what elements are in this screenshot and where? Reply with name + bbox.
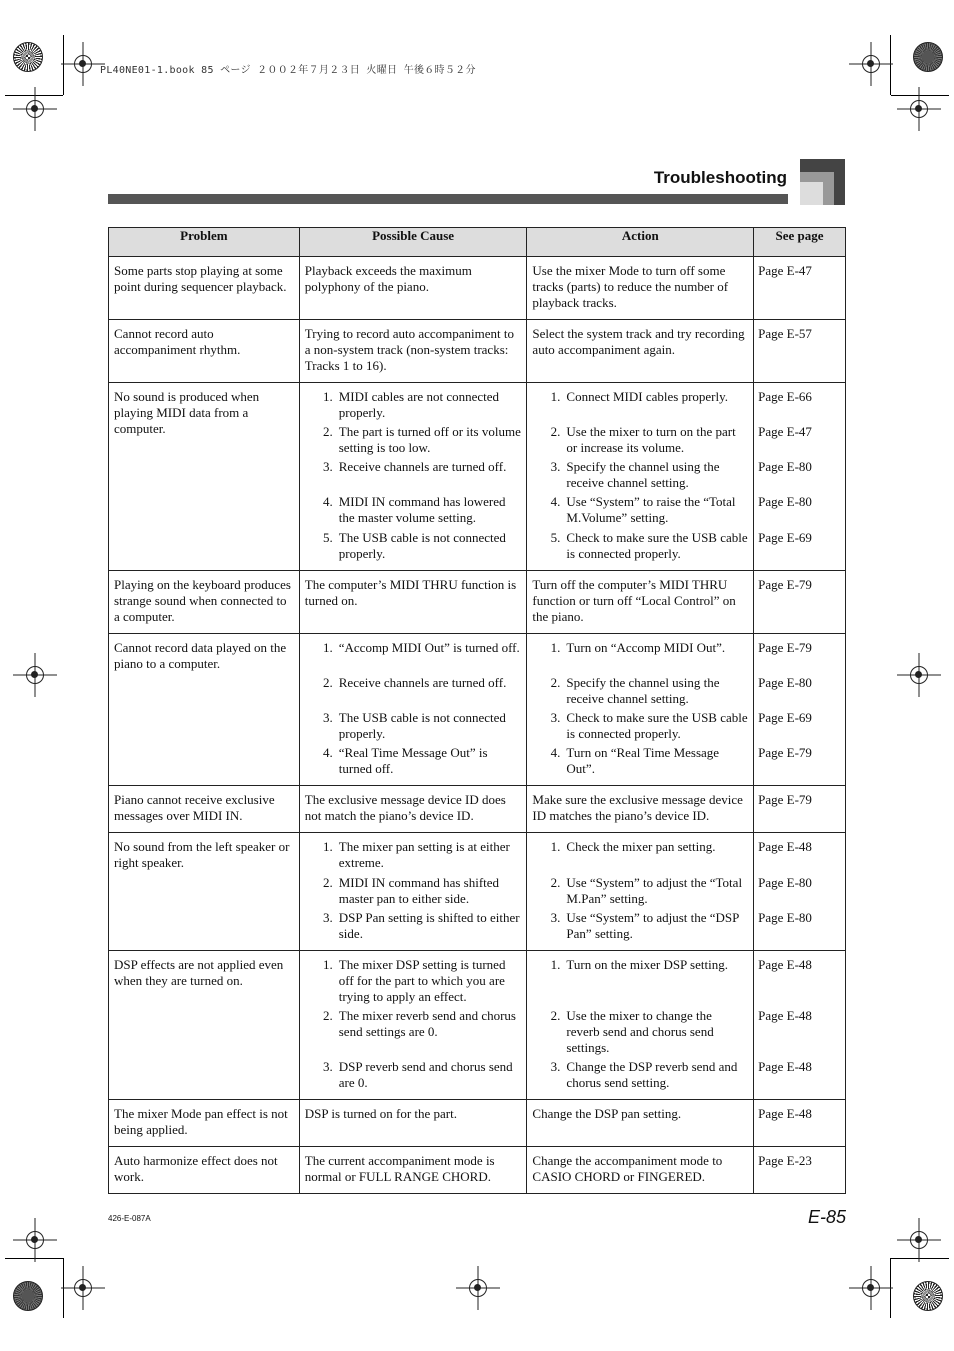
cause-item: The mixer DSP setting is turned off for the part to which you are trying to apply an effect.	[338, 957, 506, 1004]
action-item: Specify the channel using the receive channel setting.	[566, 675, 720, 706]
cause-item: DSP reverb send and chorus send are 0.	[338, 1059, 513, 1090]
action-cell	[527, 383, 754, 571]
cause-cell: DSP is turned on for the part.	[299, 1100, 527, 1147]
list-item: 2. Specify the channel using the receive channel setting.	[532, 675, 748, 710]
color-wheel-icon	[13, 42, 43, 72]
list-item: 3. Check to make sure the USB cable is connected properly.	[532, 710, 748, 745]
problem-cell: Auto harmonize effect does not work.	[109, 1147, 300, 1194]
see-page-item: Page E-47	[758, 424, 812, 439]
see-page-item: Page E-80	[758, 875, 812, 890]
page-number: E-85	[807, 1207, 846, 1227]
problem-cell: Playing on the keyboard produces strange sound when connected to a computer.	[109, 571, 300, 634]
column-header-action: Action	[527, 228, 754, 257]
see-page-item: Page E-48	[758, 839, 812, 854]
cause-cell: The computer’s MIDI THRU function is turned on.	[299, 571, 527, 634]
registration-mark-icon	[26, 1231, 44, 1249]
section-tab-graphic-inner	[800, 182, 823, 205]
color-wheel-icon	[913, 42, 943, 72]
list-item: 1. MIDI cables are not connected properly.	[305, 389, 522, 424]
list-item: 1. “Accomp MIDI Out” is turned off.	[305, 640, 522, 675]
list-item: 1. Connect MIDI cables properly.	[532, 389, 748, 424]
list-item: 1. Turn on the mixer DSP setting.	[532, 957, 748, 1008]
problem-cell: The mixer Mode pan effect is not being applied.	[109, 1100, 300, 1147]
crop-mark	[890, 35, 891, 95]
list-item: 2. Use the mixer to change the reverb send and chorus send settings.	[532, 1008, 748, 1059]
cause-cell	[299, 634, 527, 786]
action-item: Turn on “Accomp MIDI Out”.	[566, 640, 726, 655]
see-page-item: Page E-66	[758, 389, 812, 404]
cause-item: MIDI IN command has lowered the master volume setting.	[338, 494, 506, 525]
book-file-line: PL40NE01-1.book 85 ページ ２００２年７月２３日 火曜日 午後６時５２分	[100, 65, 476, 76]
list-item: 2. Use the mixer to turn on the part or increase its volume.	[532, 424, 748, 459]
registration-mark-icon	[74, 55, 92, 73]
registration-mark-icon	[910, 666, 928, 684]
see-page-cell	[754, 833, 846, 951]
table-row	[109, 634, 846, 786]
crop-mark	[63, 35, 64, 95]
see-page-cell: Page E-79	[754, 571, 846, 634]
table-row	[109, 951, 846, 1100]
problem-cell: No sound from the left speaker or right speaker.	[109, 833, 300, 951]
see-page-cell: Page E-47	[754, 257, 846, 320]
action-item: Use the mixer to turn on the part or increase its volume.	[566, 424, 736, 455]
see-page-cell	[754, 951, 846, 1100]
action-cell: Make sure the exclusive message device ID matches the piano’s device ID.	[527, 786, 754, 833]
registration-mark-icon	[862, 1279, 880, 1297]
list-item: 2. Receive channels are turned off.	[305, 675, 522, 710]
see-page-item: Page E-48	[758, 957, 812, 972]
see-page-item: Page E-80	[758, 459, 812, 474]
cause-cell	[299, 833, 527, 951]
cause-item: MIDI cables are not connected properly.	[338, 389, 500, 420]
action-item: Check to make sure the USB cable is connected properly.	[566, 530, 748, 561]
action-item: Connect MIDI cables properly.	[566, 389, 729, 404]
action-item: Use “System” to adjust the “Total M.Pan” setting.	[566, 875, 743, 906]
cause-cell: Trying to record auto accompaniment to a non-system track (non-system tracks: Tracks 1 to 16).	[299, 320, 527, 383]
list-item: 3. Receive channels are turned off.	[305, 459, 522, 494]
action-cell: Use the mixer Mode to turn off some tracks (parts) to reduce the number of playback tracks.	[527, 257, 754, 320]
list-item: 3. DSP Pan setting is shifted to either side.	[323, 910, 520, 941]
action-cell: Change the DSP pan setting.	[527, 1100, 754, 1147]
problem-cell: Cannot record data played on the piano to a computer.	[109, 634, 300, 786]
registration-mark-icon	[910, 1231, 928, 1249]
color-wheel-icon	[913, 1281, 943, 1311]
cause-item: The USB cable is not connected properly.	[338, 710, 506, 741]
registration-mark-icon	[910, 100, 928, 118]
table-row	[109, 786, 846, 833]
see-page-item: Page E-79	[758, 640, 812, 655]
list-item: 1. The mixer DSP setting is turned off for the part to which you are trying to apply an effect.	[305, 957, 522, 1008]
table-row	[109, 1147, 846, 1194]
action-cell: Change the accompaniment mode to CASIO CHORD or FINGERED.	[527, 1147, 754, 1194]
list-item: 3. The USB cable is not connected properly.	[305, 710, 522, 745]
see-page-item: Page E-69	[758, 530, 812, 545]
problem-cell: No sound is produced when playing MIDI data from a computer.	[109, 383, 300, 571]
problem-cell: Some parts stop playing at some point during sequencer playback.	[109, 257, 300, 320]
cause-item: Receive channels are turned off.	[338, 675, 507, 690]
list-item: 1. The mixer pan setting is at either extreme.	[305, 839, 522, 875]
registration-mark-icon	[469, 1279, 487, 1297]
list-item: 1. Turn on “Accomp MIDI Out”.	[532, 640, 748, 675]
action-cell	[527, 833, 754, 951]
table-row	[109, 571, 846, 634]
problem-cell: DSP effects are not applied even when they are turned on.	[109, 951, 300, 1100]
section-title: Troubleshooting	[653, 168, 787, 187]
cause-item: Receive channels are turned off.	[338, 459, 507, 474]
list-item: 3. Specify the channel using the receive channel setting.	[532, 459, 748, 494]
action-item: Turn on the mixer DSP setting.	[566, 957, 728, 972]
column-header-see-page: See page	[754, 228, 846, 257]
list-item: 4. MIDI IN command has lowered the master volume setting.	[305, 494, 522, 530]
registration-mark-icon	[862, 55, 880, 73]
action-cell: Select the system track and try recording auto accompaniment again.	[527, 320, 754, 383]
cause-item: The part is turned off or its volume setting is too low.	[338, 424, 521, 455]
see-page-item: Page E-69	[758, 710, 812, 725]
cause-cell: The current accompaniment mode is normal or FULL RANGE CHORD.	[299, 1147, 527, 1194]
cause-item: The mixer reverb send and chorus send settings are 0.	[338, 1008, 516, 1039]
column-header-problem: Problem	[109, 228, 300, 257]
list-item: 3. Change the DSP reverb send and chorus send setting.	[532, 1059, 748, 1091]
crop-mark	[891, 1258, 949, 1259]
list-item: 2. The part is turned off or its volume setting is too low.	[305, 424, 522, 459]
see-page-cell	[754, 634, 846, 786]
action-item: Use the mixer to change the reverb send and chorus send settings.	[566, 1008, 714, 1055]
action-cell: Turn off the computer’s MIDI THRU function or turn off “Local Control” on the piano.	[527, 571, 754, 634]
table-row	[109, 320, 846, 383]
crop-mark	[891, 95, 949, 96]
table-row	[109, 1100, 846, 1147]
table-row	[109, 257, 846, 320]
table-row	[109, 833, 846, 951]
list-item: 2. The mixer reverb send and chorus send settings are 0.	[305, 1008, 522, 1059]
see-page-cell: Page E-23	[754, 1147, 846, 1194]
document-code: 426-E-087A	[108, 1214, 151, 1223]
cause-cell: The exclusive message device ID does not match the piano’s device ID.	[299, 786, 527, 833]
cause-item: “Accomp MIDI Out” is turned off.	[338, 640, 520, 655]
cause-item: The mixer pan setting is at either extreme.	[338, 839, 510, 870]
see-page-cell: Page E-57	[754, 320, 846, 383]
see-page-cell: Page E-48	[754, 1100, 846, 1147]
see-page-item: Page E-80	[758, 910, 812, 925]
cause-item: DSP Pan setting is shifted to either side.	[338, 910, 520, 941]
see-page-cell	[754, 383, 846, 571]
list-item: 2. MIDI IN command has shifted master pan to either side.	[305, 875, 522, 910]
see-page-cell: Page E-79	[754, 786, 846, 833]
action-item: Check to make sure the USB cable is connected properly.	[566, 710, 748, 741]
column-header-cause: Possible Cause	[299, 228, 527, 257]
list-item: 4. Use “System” to raise the “Total M.Volume” setting.	[532, 494, 748, 530]
action-item: Use “System” to raise the “Total M.Volume” setting.	[566, 494, 736, 525]
see-page-item: Page E-79	[758, 745, 812, 760]
cause-item: The USB cable is not connected properly.	[338, 530, 506, 561]
registration-mark-icon	[26, 100, 44, 118]
action-item: Change the DSP reverb send and chorus send setting.	[566, 1059, 738, 1090]
cause-cell	[299, 951, 527, 1100]
see-page-item: Page E-48	[758, 1008, 812, 1023]
action-item: Use “System” to adjust the “DSP Pan” setting.	[566, 910, 739, 941]
list-item: 4. “Real Time Message Out” is turned off.	[305, 745, 522, 777]
problem-cell: Cannot record auto accompaniment rhythm.	[109, 320, 300, 383]
list-item: 4. Turn on “Real Time Message Out”.	[532, 745, 748, 777]
see-page-item: Page E-80	[758, 675, 812, 690]
cause-item: MIDI IN command has shifted master pan to either side.	[338, 875, 500, 906]
table-header-row	[109, 228, 846, 257]
troubleshooting-table	[108, 227, 846, 1194]
table-row	[109, 383, 846, 571]
problem-cell: Piano cannot receive exclusive messages over MIDI IN.	[109, 786, 300, 833]
cause-cell	[299, 383, 527, 571]
registration-mark-icon	[26, 666, 44, 684]
action-cell	[527, 634, 754, 786]
registration-mark-icon	[74, 1279, 92, 1297]
action-item: Turn on “Real Time Message Out”.	[566, 745, 720, 776]
see-page-item: Page E-48	[758, 1059, 812, 1074]
list-item: 1. Check the mixer pan setting.	[532, 839, 748, 875]
color-wheel-icon	[13, 1281, 43, 1311]
list-item: 5. The USB cable is not connected properly.	[305, 530, 522, 562]
action-item: Specify the channel using the receive channel setting.	[566, 459, 720, 490]
list-item: 5. Check to make sure the USB cable is connected properly.	[550, 530, 748, 561]
action-item: Check the mixer pan setting.	[566, 839, 716, 854]
cause-item: “Real Time Message Out” is turned off.	[338, 745, 488, 776]
cause-cell: Playback exceeds the maximum polyphony of the piano.	[299, 257, 527, 320]
see-page-item: Page E-80	[758, 494, 812, 509]
list-item: 3. Use “System” to adjust the “DSP Pan” setting.	[532, 910, 748, 942]
list-item: 2. Use “System” to adjust the “Total M.Pan” setting.	[532, 875, 748, 910]
list-item: 3. DSP reverb send and chorus send are 0.	[305, 1059, 522, 1091]
action-cell	[527, 951, 754, 1100]
header-rule	[108, 194, 788, 204]
